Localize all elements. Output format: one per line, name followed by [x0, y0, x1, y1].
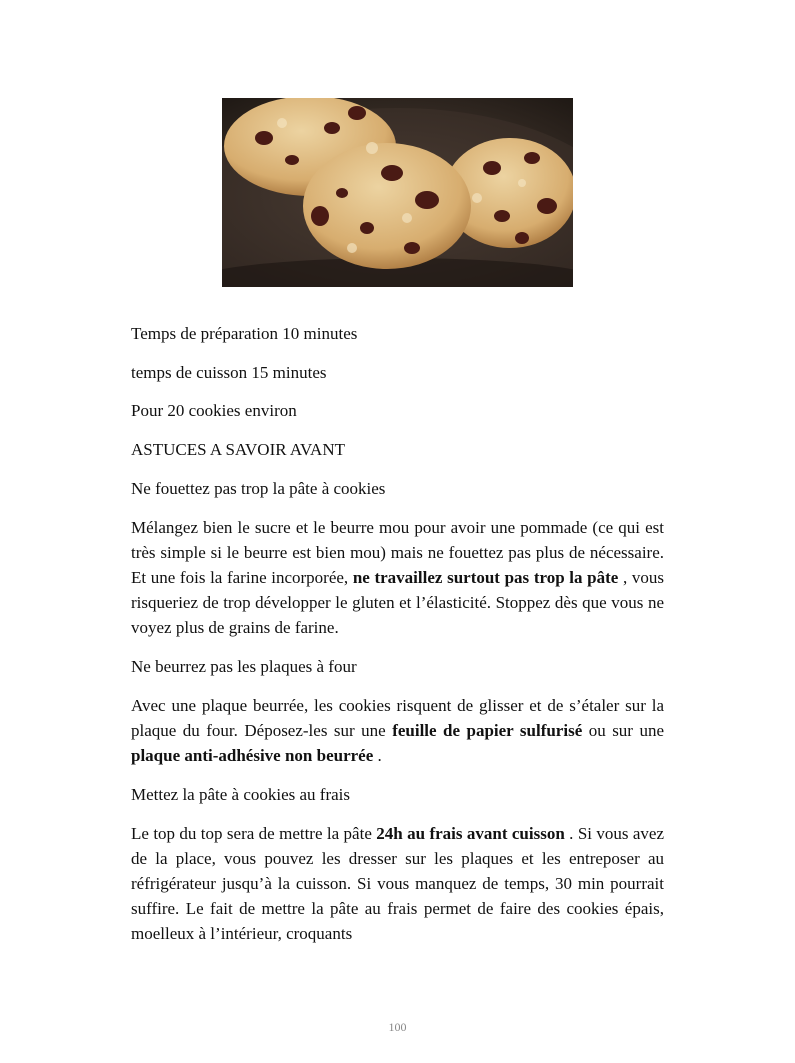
tip3-title: Mettez la pâte à cookies au frais: [131, 784, 351, 804]
tip1-body: [131, 515, 664, 641]
prep-time: Temps de préparation 10 minutes: [131, 324, 358, 343]
servings: Pour 20 cookies environ: [131, 401, 297, 421]
tip2-text-2: ou sur une: [582, 720, 664, 740]
tip3-body: [131, 821, 664, 947]
page-number: 100: [388, 1020, 407, 1034]
tip3-text-1: Le top du top sera de mettre la pâte: [131, 823, 377, 843]
tip2-text-1: Avec une plaque beurrée, les cookies risquent de glisser et de s’étaler sur la plaque du four. Déposez-les sur une: [131, 695, 664, 740]
tip2-bold-1: feuille de papier sulfurisé: [392, 720, 583, 740]
tip3-text-2: . Si vous avez de la place, vous pouvez les dresser sur les plaques et les entreposer au réfrigérateur jusqu’à la cuisson. Si vous manquez de temps, 30 min pourrait suffire. Le fait de mettre la pâte au frais permet de faire des cookies épais, moelleux à l’intérieur, croquants: [131, 823, 665, 944]
tip1-title: Ne fouettez pas trop la pâte à cookies: [131, 478, 386, 498]
cookie-image: [222, 98, 573, 287]
tip2-bold-2: plaque anti-adhésive non beurrée: [131, 746, 374, 766]
tip2-text-3: .: [373, 746, 382, 766]
tip3-bold-1: 24h au frais avant cuisson: [376, 823, 565, 843]
tips-heading: ASTUCES A SAVOIR AVANT: [131, 440, 345, 460]
tip1-bold-1: ne travaillez surtout pas trop la pâte: [352, 567, 619, 587]
cook-time: temps de cuisson 15 minutes: [131, 362, 327, 382]
tip1-text-2: , vous risqueriez de trop développer le gluten et l’élasticité. Stoppez dès que vous ne voyez plus de grains de farine.: [131, 567, 664, 638]
cookie-photo: [222, 98, 573, 287]
tip2-title: Ne beurrez pas les plaques à four: [131, 657, 357, 677]
tip1-text-1: Mélangez bien le sucre et le beurre mou pour avoir une pommade (ce qui est très simple si le beurre est bien mou) mais ne fouettez pas plus de nécessaire. Et une fois la farine incorporée,: [131, 517, 664, 587]
recipe-text: [131, 321, 664, 960]
tip2-body: [131, 693, 664, 769]
